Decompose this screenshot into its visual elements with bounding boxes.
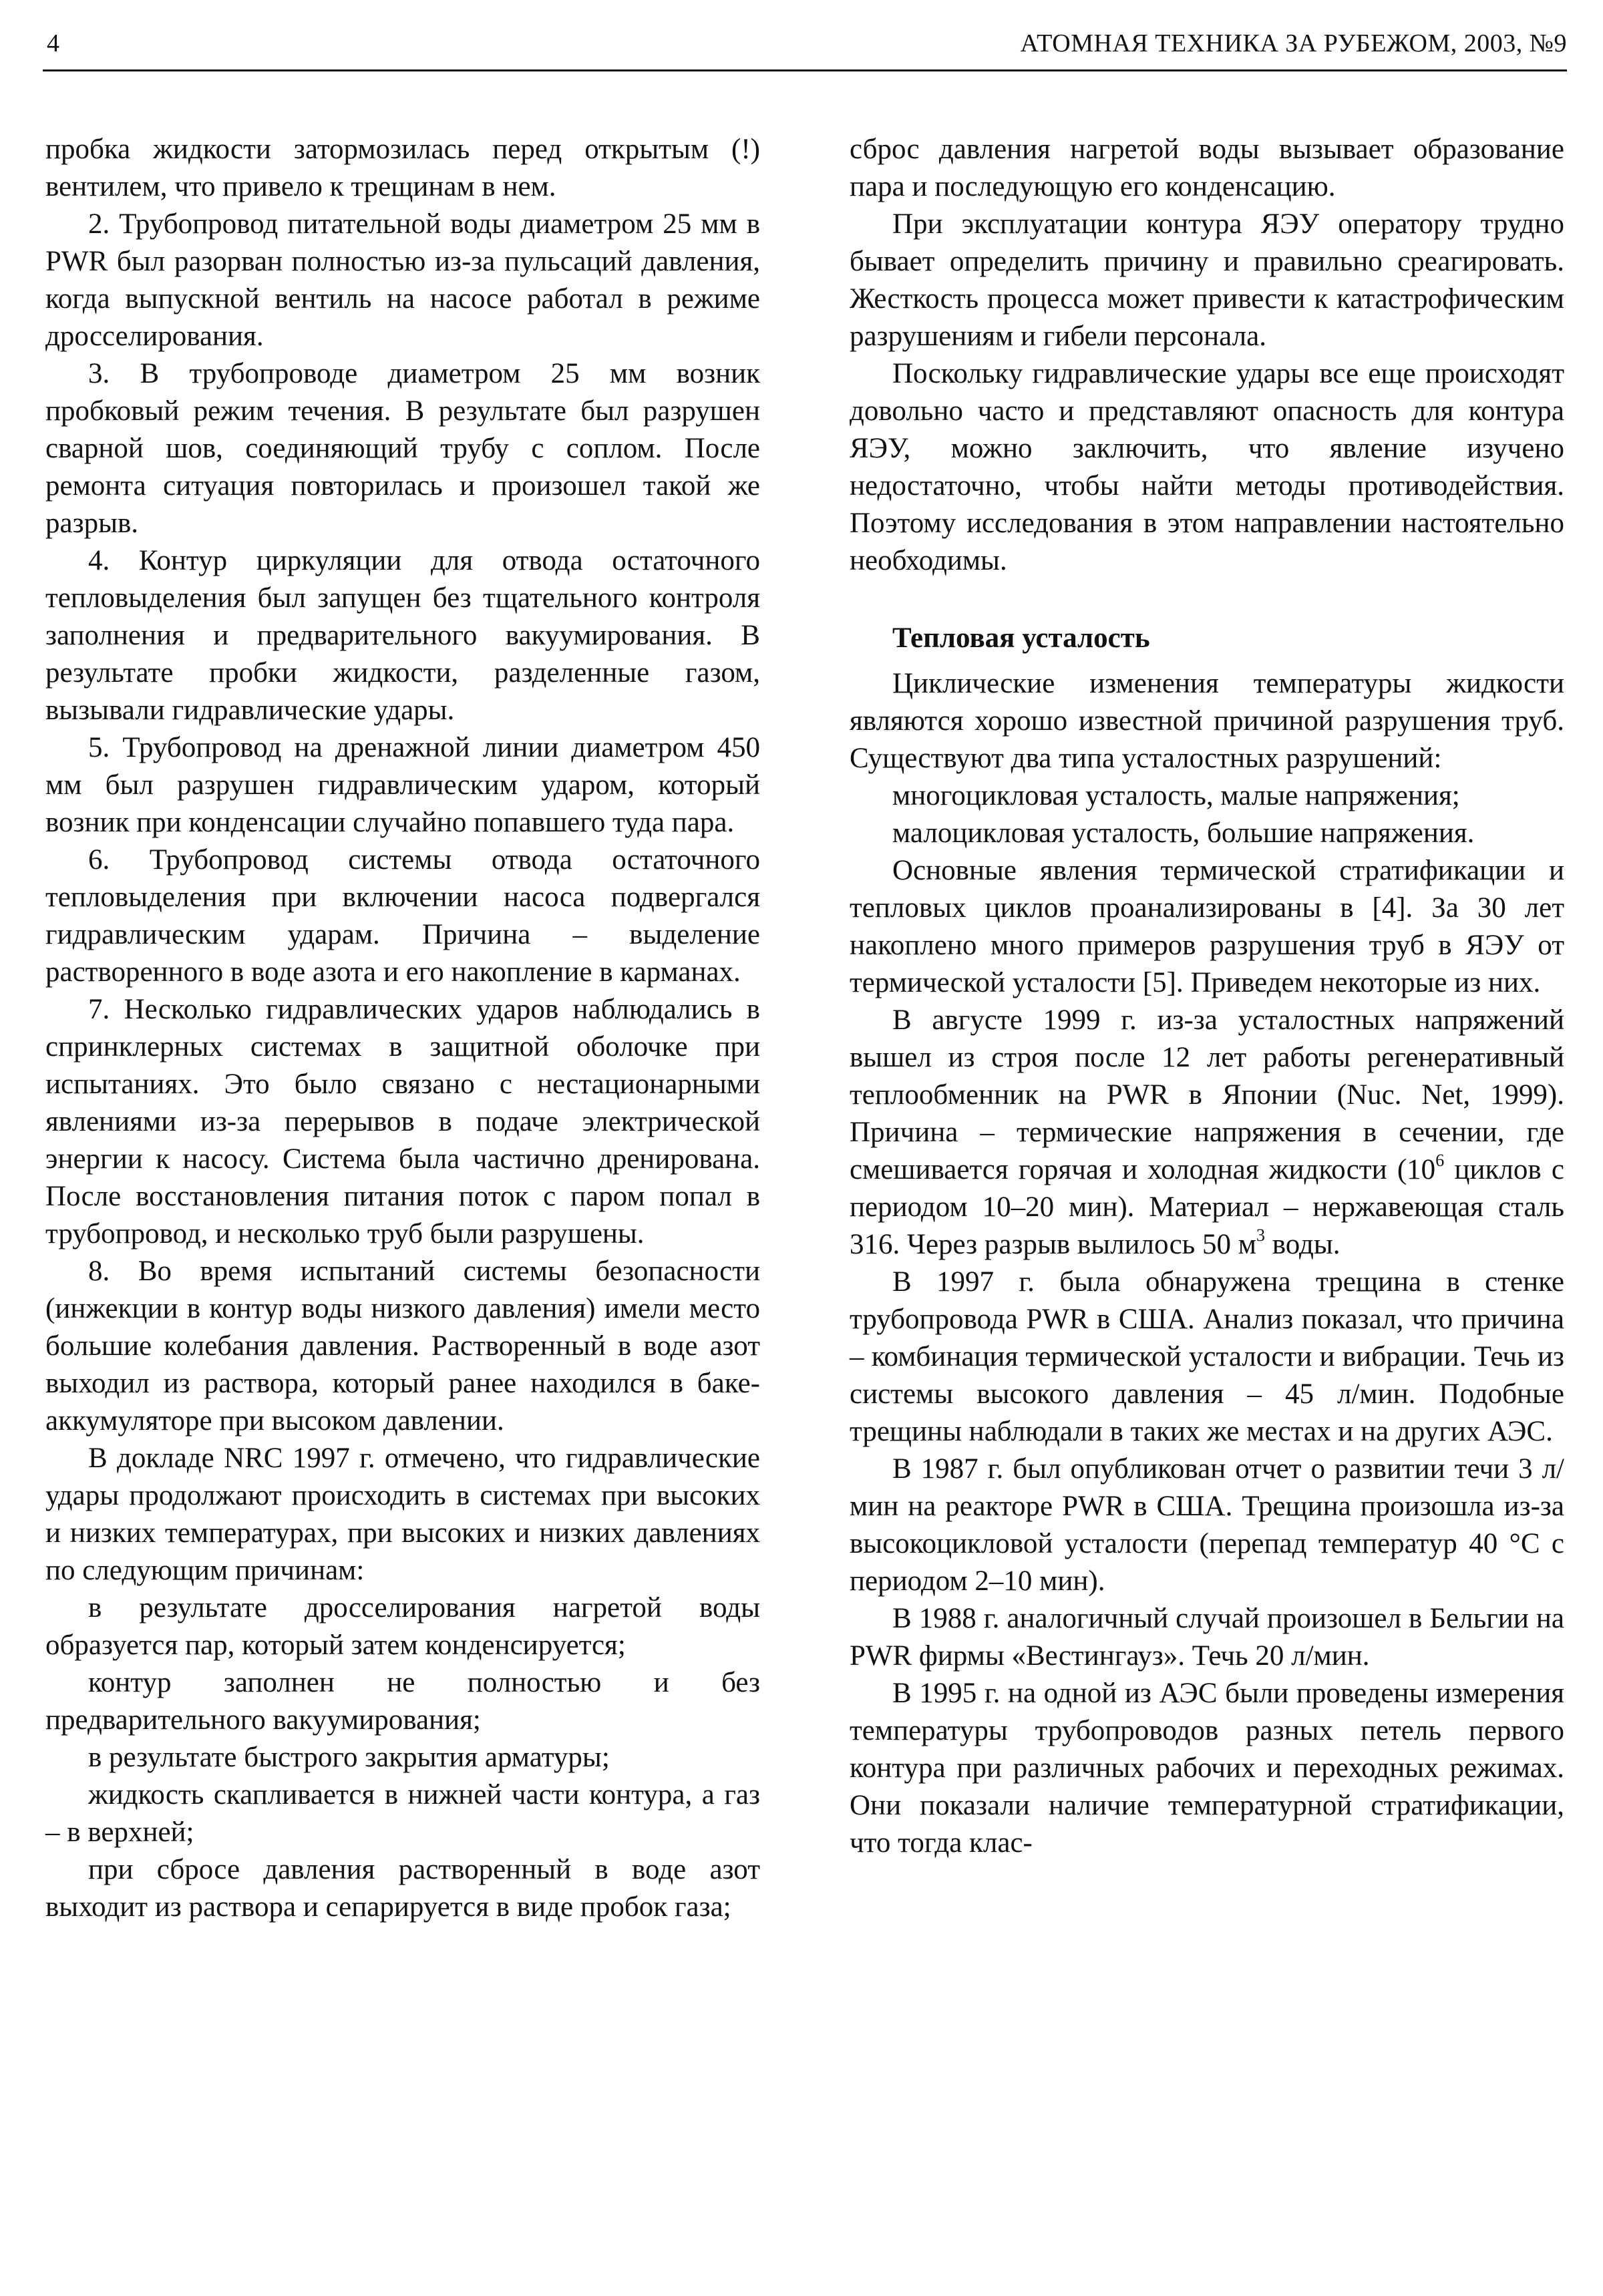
paragraph: В докладе NRC 1997 г. отмечено, что гидравлические удары продолжают происходить в системах при высоких и низких температурах, при высоких и низких давлениях по следующим причинам: <box>45 1443 760 1586</box>
header-divider <box>43 69 1567 71</box>
paragraph: 4. Контур циркуляции для отвода остаточного тепловыделения был запущен без тщательного контроля заполнения и предварительного вакуумирования. В результате пробки жидкости, разделенные газом, вызывали гидравлические удары. <box>45 545 760 726</box>
list-item: при сбросе давления растворенный в воде азот выходит из раствора и сепарируется в виде пробок газа; <box>45 1854 760 1923</box>
paragraph: пробка жидкости затормозилась перед открытым (!) вентилем, что привело к трещинам в нем. <box>45 134 760 202</box>
paragraph: 7. Несколько гидравлических ударов наблюдались в спринклерных системах в защитной оболочке при испытаниях. Это было связано с нестационарными явлениями из-за перерывов в подаче электрической энергии к насосу. Система была частично дренирована. После восстановления питания поток с паром попал в трубопровод, и несколько труб были разрушены. <box>45 994 760 1250</box>
paragraph: В 1987 г. был опубликован отчет о развитии течи 3 л/мин на реакторе PWR в США. Трещина произошла из-за высокоцикловой усталости (перепад температур 40 °С с периодом 2–10 мин). <box>850 1453 1564 1597</box>
paragraph-text: воды. <box>1265 1229 1341 1260</box>
paragraph <box>850 1002 1564 1264</box>
paragraph: При эксплуатации контура ЯЭУ оператору трудно бывает определить причину и правильно среагировать. Жесткость процесса может привести к катастрофическим разрушениям и гибели персонала. <box>850 208 1564 352</box>
paragraph: 8. Во время испытаний системы безопасности (инжекции в контур воды низкого давления) имели место большие колебания давления. Растворенный в воде азот выходил из раствора, который ранее находился в баке-аккумуляторе при высоком давлении. <box>45 1256 760 1437</box>
right-column <box>850 131 1564 1862</box>
paragraph: Основные явления термической стратификации и тепловых циклов проанализированы в [4]. За 30 лет накоплено много примеров разрушения труб в ЯЭУ от термической усталости [5]. Приведем некоторые из них. <box>850 855 1564 998</box>
paragraph: Поскольку гидравлические удары все еще происходят довольно часто и представляют опасность для контура ЯЭУ, можно заключить, что явление изучено недостаточно, чтобы найти методы противодействия. Поэтому исследования в этом направлении настоятельно необходимы. <box>850 358 1564 576</box>
superscript: 3 <box>1256 1225 1265 1245</box>
list-item: многоцикловая усталость, малые напряжения; <box>892 780 1460 811</box>
list-item: малоцикловая усталость, большие напряжения. <box>892 817 1475 849</box>
paragraph: 5. Трубопровод на дренажной линии диаметром 450 мм был разрушен гидравлическим ударом, который возник при конденсации случайно попавшего туда пара. <box>45 732 760 838</box>
page-number: 4 <box>47 29 59 57</box>
left-column <box>45 131 760 1926</box>
list-item: жидкость скапливается в нижней части контура, а газ – в верхней; <box>45 1779 760 1848</box>
paragraph: В 1995 г. на одной из АЭС были проведены измерения температуры трубопроводов разных петель первого контура при различных рабочих и переходных режимах. Они показали наличие температурной стратификации, что тогда клас- <box>850 1678 1564 1859</box>
paragraph: 3. В трубопроводе диаметром 25 мм возник пробковый режим течения. В результате был разрушен сварной шов, соединяющий трубу с соплом. После ремонта ситуация повторилась и произошел такой же разрыв. <box>45 358 760 539</box>
paragraph: 2. Трубопровод питательной воды диаметром 25 мм в PWR был разорван полностью из-за пульсаций давления, когда выпускной вентиль на насосе работал в режиме дросселирования. <box>45 208 760 352</box>
section-heading: Тепловая усталость <box>892 622 1150 654</box>
page-header <box>43 20 1567 67</box>
paragraph: В 1997 г. была обнаружена трещина в стенке трубопровода PWR в США. Анализ показал, что причина – комбинация термической усталости и вибрации. Течь из системы высокого давления – 45 л/мин. Подобные трещины наблюдали в таких же местах и на других АЭС. <box>850 1266 1564 1447</box>
paragraph: 6. Трубопровод системы отвода остаточного тепловыделения при включении насоса подвергался гидравлическим ударам. Причина – выделение растворенного в воде азота и его накопление в карманах. <box>45 844 760 988</box>
list-item: в результате дросселирования нагретой воды образуется пар, который затем конденсируется; <box>45 1592 760 1661</box>
journal-title: АТОМНАЯ ТЕХНИКА ЗА РУБЕЖОМ, 2003, №9 <box>1020 29 1567 57</box>
list-item: контур заполнен не полностью и без предварительного вакуумирования; <box>45 1667 760 1736</box>
superscript: 6 <box>1435 1150 1445 1170</box>
list-item: в результате быстрого закрытия арматуры; <box>88 1742 610 1773</box>
list-item: сброс давления нагретой воды вызывает образование пара и последующую его конденсацию. <box>850 134 1564 202</box>
paragraph-text: В августе 1999 г. из-за усталостных напряжений вышел из строя после 12 лет работы регенеративный теплообменник на PWR в Японии (Nuc. Net, 1999). Причина – термические напряжения в сечении, где смешивается горячая и холодная жидкости (10 <box>850 1004 1564 1185</box>
paragraph: В 1988 г. аналогичный случай произошел в Бельгии на PWR фирмы «Вестингауз». Течь 20 л/мин. <box>850 1603 1564 1672</box>
paragraph: Циклические изменения температуры жидкости являются хорошо известной причиной разрушения труб. Существуют два типа усталостных разрушений: <box>850 668 1564 774</box>
paragraph-text: циклов с периодом 10–20 мин). Материал – нержавеющая сталь 316. Через разрыв вылилось 50 м <box>850 1154 1565 1260</box>
